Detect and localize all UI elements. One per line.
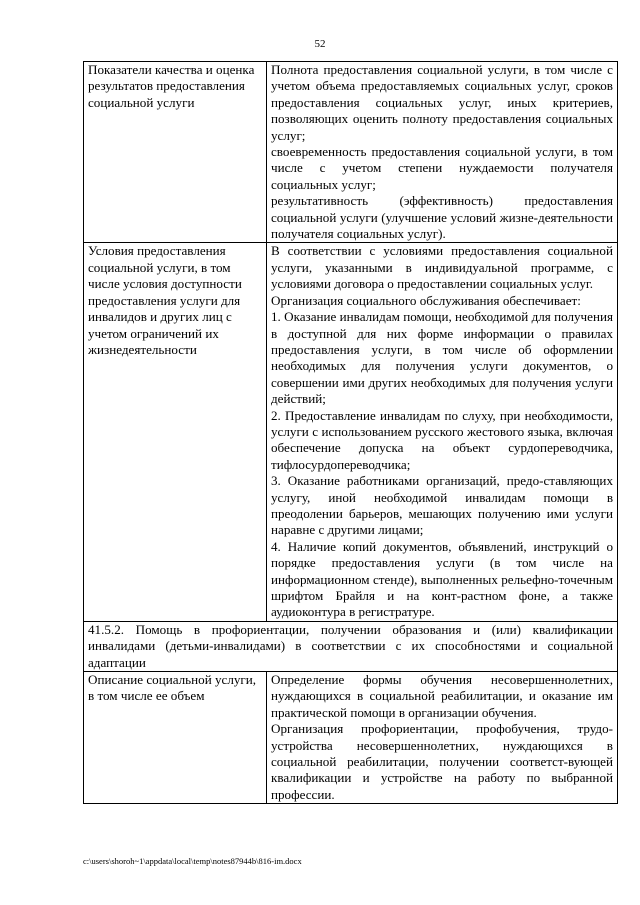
- paragraph: Полнота предоставления социальной услуги, в том числе с учетом объема предоставляемых социальных услуг, сроков предоставления социальных услуг, иных критериев, позволяющих оценить полноту предоставления социальных услуг;: [271, 62, 613, 143]
- paragraph: Организация профориентации, профобучения, трудо-устройства несовершеннолетних, нуждающихся в социальной реабилитации, получении соответст-вующей квалификации и устройстве на работу по выбранной профессии.: [271, 721, 613, 802]
- paragraph: 2. Предоставление инвалидам по слуху, при необходимости, услуги с использованием русского жестового языка, включая обеспечение допуска на объект сурдопереводчика, тифлосурдопереводчика;: [271, 407, 613, 472]
- row-content-cell: [267, 672, 618, 804]
- row-label: Описание социальной услуги, в том числе ее объем: [88, 672, 257, 704]
- table-row: [84, 672, 618, 804]
- paragraph: Определение формы обучения несовершеннолетних, нуждающихся в социальной реабилитации, и оказание им практической помощи в организации обучения.: [271, 672, 613, 720]
- section-title-cell: [84, 621, 618, 671]
- paragraph: своевременность предоставления социальной услуги, в том числе с учетом степени нуждаемости получателя социальных услуг;: [271, 144, 613, 192]
- row-label-cell: [84, 243, 267, 621]
- row-label: Условия предоставления социальной услуги, в том числе условия доступности предоставления услуги для инвалидов и других лиц с учетом ограничений их жизнедеятельности: [88, 243, 242, 357]
- row-content-cell: [267, 243, 618, 621]
- row-label-cell: [84, 672, 267, 804]
- section-row: [84, 621, 618, 671]
- paragraph: Организация социального обслуживания обеспечивает:: [271, 292, 581, 308]
- paragraph: 4. Наличие копий документов, объявлений, инструкций о порядке предоставления услуги (в том числе на информационном стенде), выполненных рельефно-точечным шрифтом Брайля и на конт-растном фоне, а также аудиоконтура в регистратуре.: [271, 538, 613, 620]
- paragraph: 3. Оказание работниками организаций, предо-ставляющих услугу, иной необходимой инвалидам помощи в преодолении барьеров, мешающих получению ими услуги наравне с другими лицами;: [271, 473, 613, 538]
- page-number: 52: [314, 38, 326, 50]
- section-title: 41.5.2. Помощь в профориентации, получении образования и (или) квалификации инвалидами (детьми-инвалидами) в соответствии с их способностями и социальной адаптации: [88, 621, 613, 670]
- row-content-cell: [267, 62, 618, 243]
- paragraph: 1. Оказание инвалидам помощи, необходимой для получения в доступной для них форме информации о правилах предоставления услуги, в том числе об оформлении необходимых для получения услуги документов, о совершении ими других необходимых для получения услуги действий;: [271, 309, 613, 407]
- paragraph: результативность (эффективность) предоставления социальной услуги (улучшение условий жизне-деятельности получателя социальных услуг).: [271, 193, 613, 242]
- row-label-cell: [84, 62, 267, 243]
- footer-file-path: c:\users\shoroh~1\appdata\local\temp\notes87944b\816-im.docx: [83, 856, 302, 866]
- paragraph: В соответствии с условиями предоставления социальной услуги, указанными в индивидуальной программе, с условиями договора о предоставлении социальных услуг.: [271, 243, 613, 292]
- table-row: [84, 62, 618, 243]
- service-table: [83, 61, 618, 804]
- table-row: [84, 243, 618, 621]
- row-label: Показатели качества и оценка результатов предоставления социальной услуги: [88, 62, 255, 110]
